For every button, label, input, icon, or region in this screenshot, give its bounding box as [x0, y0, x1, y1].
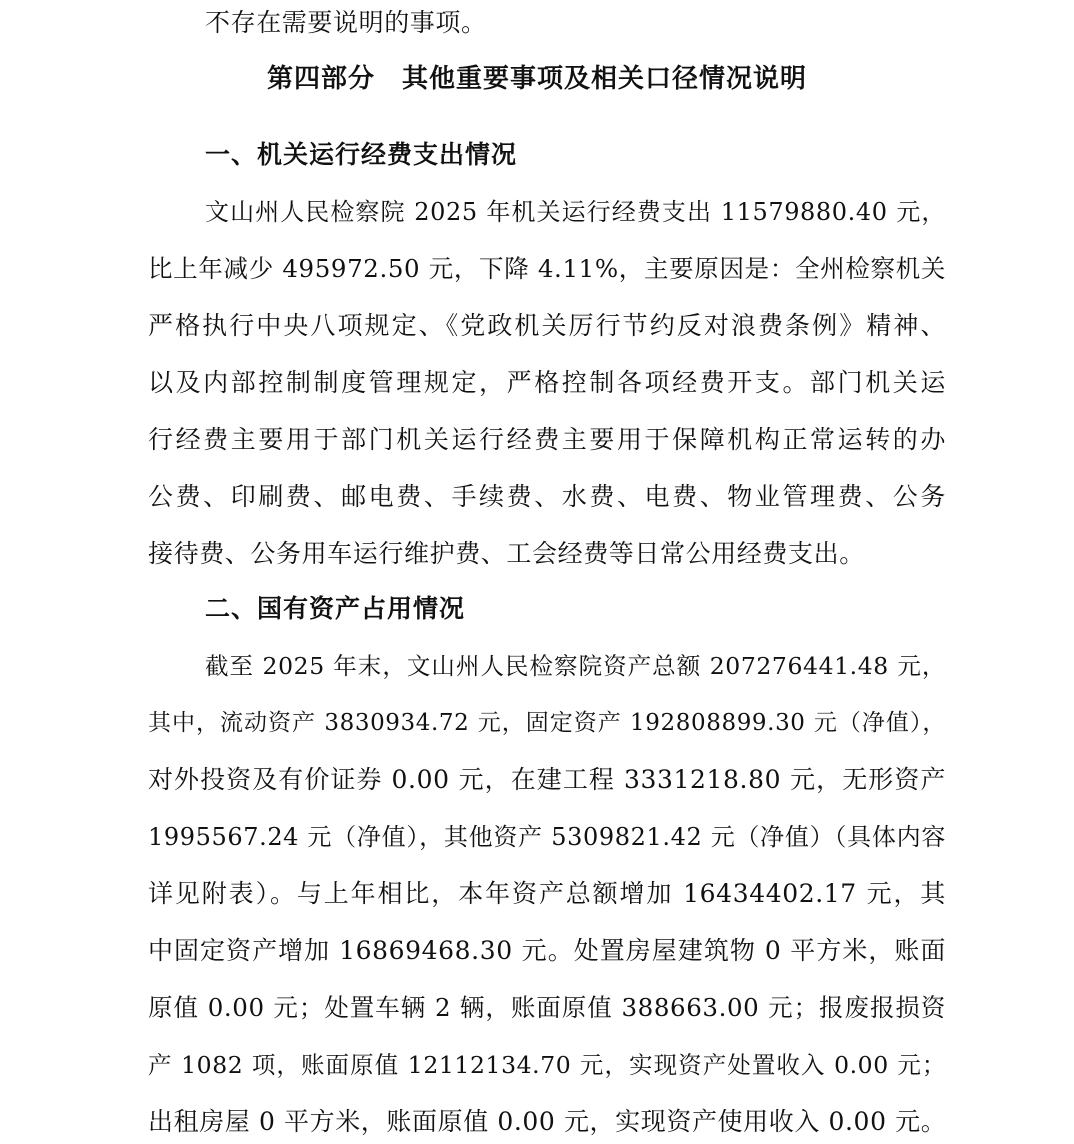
section-1-heading: 一、机关运行经费支出情况 — [205, 140, 518, 169]
intro-line: 不存在需要说明的事项。 — [205, 8, 487, 37]
section-2-line: 对外投资及有价证券 0.00 元，在建工程 3331218.80 元，无形资产 — [148, 765, 946, 794]
section-2-line: 中固定资产增加 16869468.30 元。处置房屋建筑物 0 平方米，账面 — [148, 936, 946, 965]
section-1-line: 比上年减少 495972.50 元，下降 4.11%，主要原因是：全州检察机关 — [148, 254, 946, 283]
section-2-heading: 二、国有资产占用情况 — [205, 594, 466, 623]
section-1-line: 以及内部控制制度管理规定，严格控制各项经费开支。部门机关运 — [148, 368, 946, 397]
section-1-line: 文山州人民检察院 2025 年机关运行经费支出 11579880.40 元， — [205, 198, 946, 226]
section-2-line: 其中，流动资产 3830934.72 元，固定资产 192808899.30 元（净值）， — [148, 710, 946, 736]
section-1-line: 严格执行中央八项规定、《党政机关厉行节约反对浪费条例》精神、 — [148, 311, 946, 340]
part-title: 第四部分 其他重要事项及相关口径情况说明 — [266, 64, 807, 94]
section-2-line: 详见附表）。与上年相比，本年资产总额增加 16434402.17 元，其 — [148, 879, 946, 908]
section-1-line: 接待费、公务用车运行维护费、工会经费等日常公用经费支出。 — [148, 539, 865, 568]
section-1-line: 行经费主要用于部门机关运行经费主要用于保障机构正常运转的办 — [148, 425, 946, 454]
section-2-line: 原值 0.00 元；处置车辆 2 辆，账面原值 388663.00 元；报废报损资 — [148, 993, 946, 1022]
section-1-line: 公费、印刷费、邮电费、手续费、水费、电费、物业管理费、公务 — [148, 482, 946, 511]
section-2-line: 截至 2025 年末，文山州人民检察院资产总额 207276441.48 元， — [205, 652, 946, 680]
section-2-line: 产 1082 项，账面原值 12112134.70 元，实现资产处置收入 0.00 元； — [148, 1051, 946, 1079]
section-2-line: 出租房屋 0 平方米，账面原值 0.00 元，实现资产使用收入 0.00 元。 — [148, 1107, 947, 1136]
section-2-line: 1995567.24 元（净值），其他资产 5309821.42 元（净值）（具体内容 — [148, 823, 946, 851]
